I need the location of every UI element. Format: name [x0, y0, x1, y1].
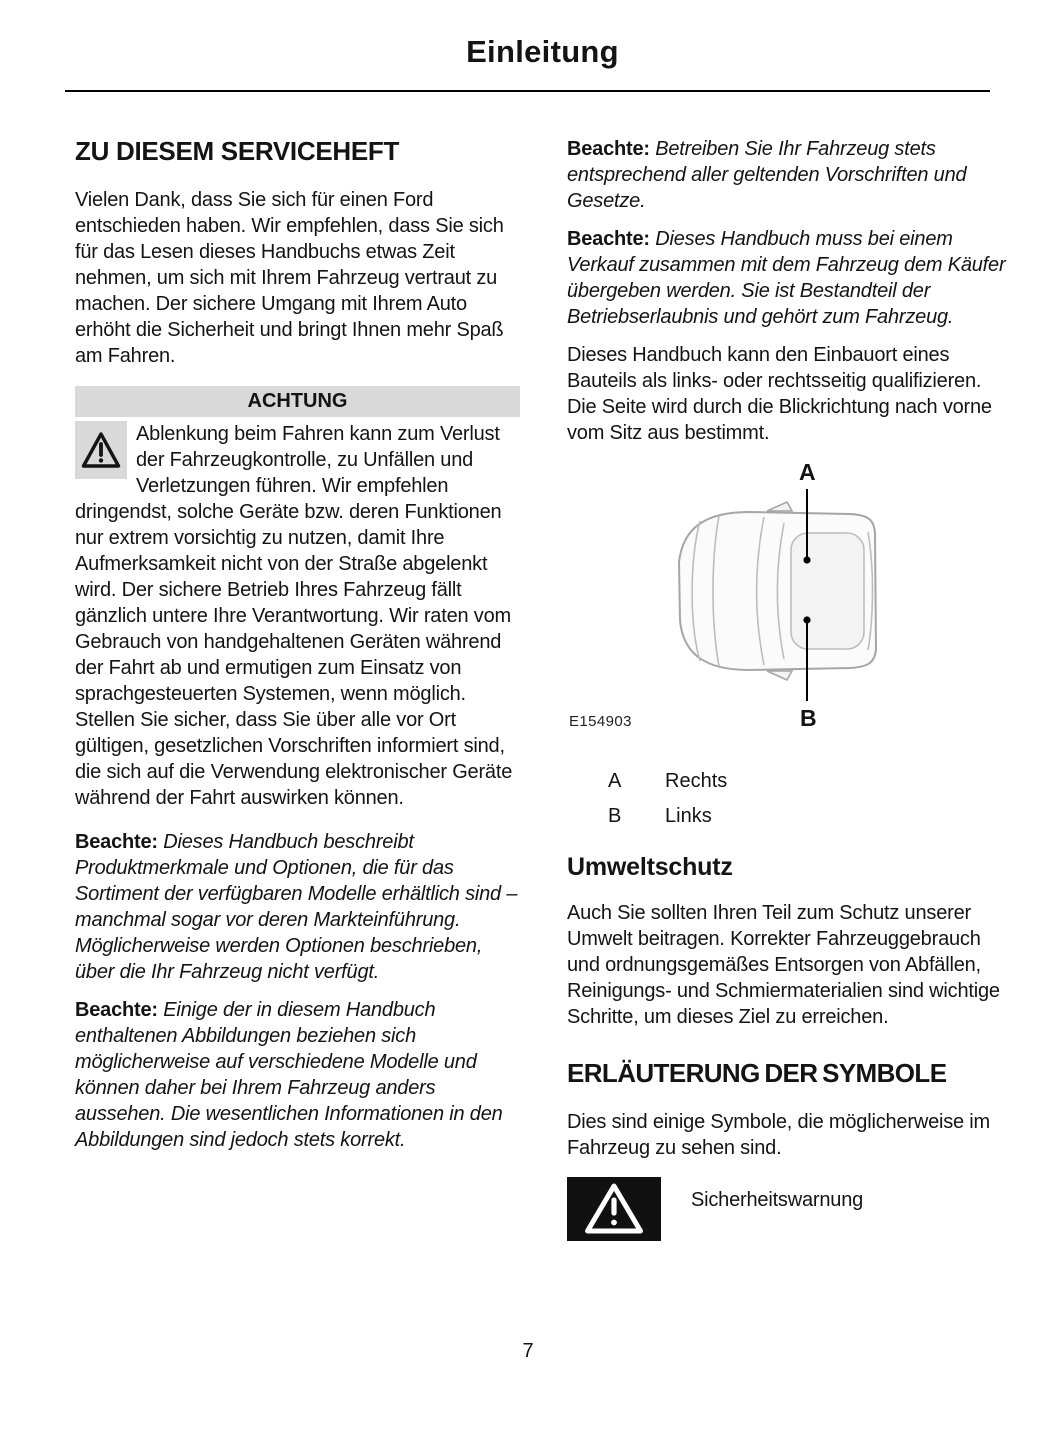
note-text: Dieses Handbuch muss bei einem Verkauf zusammen mit dem Fahrzeug dem Käufer übergeben werden. Sie ist Bestandteil der Betriebserlaubnis und gehört zum Fahrzeug.	[567, 228, 1006, 328]
warning-text: Ablenkung beim Fahren kann zum Verlust der Fahrzeugkontrolle, zu Unfällen und Verletzungen führen. Wir empfehlen dringendst, solche Geräte bzw. deren Funktionen nur extrem vorsichtig zu nutzen, damit Ihre Aufmerksamkeit nicht von der Straße abgelenkt wird. Der sichere Betrieb Ihres Fahrzeug fällt gänzlich untere Ihre Verantwortung. Wir raten vom Gebrauch von handgehaltenen Geräten während der Fahrt ab und ermutigen zum Einsatz von sprachgesteuerten Systemen, wenn möglich. Stellen Sie sicher, dass Sie über alle vor Ort gültigen, gesetzlichen Vorschriften informiert sind, die sich auf die Verwendung elektronischer Geräte während der Fahrt auswirken können.	[75, 423, 513, 809]
intro-paragraph: Vielen Dank, dass Sie sich für einen Ford entschieden haben. Wir empfehlen, dass Sie sich für das Lesen dieses Handbuchs etwas Zeit nehmen, um sich mit Ihrem Fahrzeug vertraut zu machen. Der sichere Umgang mit Ihrem Auto erhöht die Sicherheit und bringt Ihnen mehr Spaß am Fahren.	[75, 189, 504, 367]
symbols-intro-paragraph: Dies sind einige Symbole, die möglicherweise im Fahrzeug zu sehen sind.	[567, 1111, 991, 1159]
figure	[567, 459, 1012, 754]
symbol-label: Sicherheitswarnung	[691, 1188, 864, 1211]
note-label: Beachte:	[75, 999, 158, 1021]
two-column-layout	[75, 136, 1010, 1241]
note-label: Beachte:	[567, 228, 650, 250]
note-text: Betreiben Sie Ihr Fahrzeug stets entsprechend aller geltenden Vorschriften und Gesetze.	[567, 138, 967, 212]
note-text: Dieses Handbuch beschreibt Produktmerkmale und Optionen, die für das Sortiment der verfügbaren Modelle erhältlich sind – manchmal sogar vor deren Markteinführung. Möglicherweise werden Optionen beschrieben, über die Ihr Fahrzeug nicht verfügt.	[75, 831, 518, 983]
section-title-umweltschutz: Umweltschutz	[567, 853, 733, 881]
legend-key: B	[608, 805, 622, 827]
figure-code: E154903	[569, 713, 632, 730]
note-label: Beachte:	[75, 831, 158, 853]
figure-label-a: A	[799, 459, 816, 485]
header-rule	[65, 90, 990, 92]
environment-paragraph: Auch Sie sollten Ihren Teil zum Schutz unserer Umwelt beitragen. Korrekter Fahrzeuggebrauch und ordnungsgemäßes Entsorgen von Abfällen, Reinigungs- und Schmiermaterialien sind wichtige Schritte, um dieses Ziel zu erreichen.	[567, 902, 1000, 1028]
figure-label-b: B	[800, 705, 817, 731]
symbol-row	[567, 1177, 1012, 1241]
safety-warning-icon	[567, 1177, 661, 1241]
section-title-serviceheft: ZU DIESEM SERVICEHEFT	[75, 136, 400, 166]
legend-key: A	[608, 770, 622, 792]
orientation-paragraph: Dieses Handbuch kann den Einbauort eines Bauteils als links- oder rechtsseitig qualifizieren. Die Seite wird durch die Blickrichtung nach vorne vom Sitz aus bestimmt.	[567, 344, 992, 444]
note	[75, 997, 520, 1153]
note-text: Einige der in diesem Handbuch enthaltenen Abbildungen beziehen sich möglicherweise auf verschiedene Modelle und können daher bei Ihrem Fahrzeug anders aussehen. Die wesentlichen Informationen in den Abbildungen sind jedoch stets korrekt.	[75, 999, 503, 1151]
left-column	[75, 136, 520, 1241]
warning-title: ACHTUNG	[75, 386, 520, 417]
figure-legend	[567, 768, 1012, 829]
warning-box	[75, 386, 520, 811]
note	[75, 829, 520, 985]
legend-value: Links	[665, 805, 712, 827]
note	[567, 226, 1012, 330]
legend-value: Rechts	[665, 770, 728, 792]
note-label: Beachte:	[567, 138, 650, 160]
warning-body	[75, 417, 520, 811]
warning-triangle-icon	[75, 421, 127, 479]
page-number: 7	[522, 1340, 534, 1362]
car-top-view-illustration	[567, 459, 1012, 754]
note	[567, 136, 1012, 214]
page-title: Einleitung	[466, 34, 619, 69]
page-header	[75, 34, 1010, 92]
section-title-symbole: ERLÄUTERUNG DER SYMBOLE	[567, 1058, 947, 1088]
right-column	[567, 136, 1012, 1241]
legend-row	[567, 803, 1012, 829]
legend-row	[567, 768, 1012, 794]
